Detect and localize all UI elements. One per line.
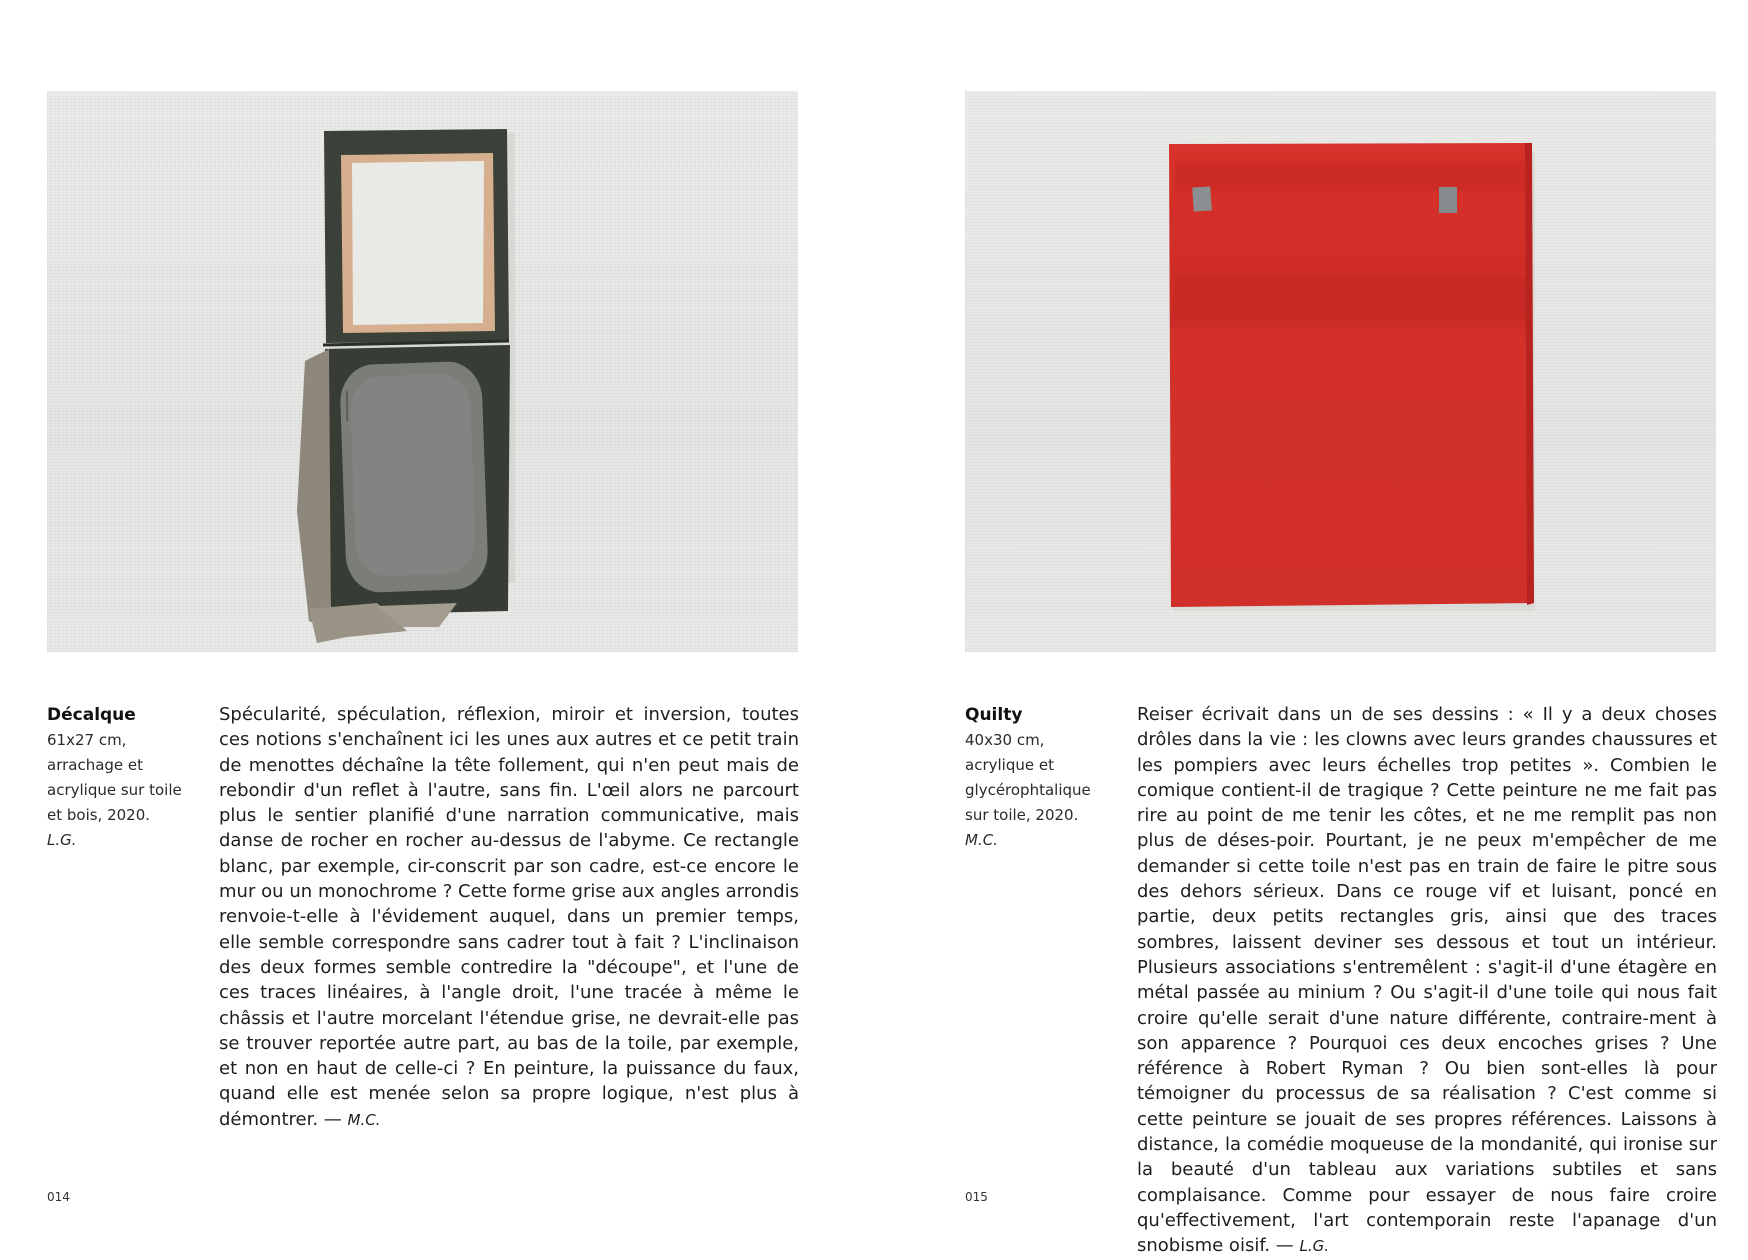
artwork-medium-line: acrylique et [965, 756, 1054, 774]
page-number: 015 [965, 1190, 988, 1204]
artwork-medium-line: et bois, 2020. [47, 806, 151, 824]
artwork-title: Quilty [965, 705, 1023, 725]
page-number: 014 [47, 1190, 70, 1204]
artwork-photo-quilty [965, 91, 1716, 652]
artwork-dimensions: 40x30 cm, [965, 731, 1045, 749]
artwork-caption-quilty [965, 702, 1125, 853]
artwork-dimensions: 61x27 cm, [47, 731, 127, 749]
quilty-artwork-illustration [965, 91, 1716, 652]
essay-paragraph: Reiser écrivait dans un de ses dessins : « Il y a deux choses drôles dans la vie : les clowns avec leurs grandes chaussures et les pompiers avec leurs échelles trop petites ». Combien le comique contient-il de tragique ? Cette peinture ne me fait pas rire au point de me tenir les côtes, et ne me remplit pas non plus de déses-poir. Pourtant, je ne peux m'empêcher de me demander si cette toile n'est pas en train de faire le pitre sous des dehors sérieux. Dans ce rouge vif et luisant, poncé en partie, deux petits rectangles gris, ainsi que des traces sombres, laissent deviner ses dessous et tout un intérieur. Plusieurs associations s'entremêlent : s'agit-il d'une étagère en métal passée au minium ? Ou s'agit-il d'une toile qui nous fait croire qu'elle serait d'une nature différente, contraire-ment à son apparence ? Pourquoi ces deux encoches grises ? Une référence à Robert Ryman ? Ou bien sont-elles là pour témoigner du processus de sa réalisation ? C'est comme si cette peinture se jouait de ses propres références. Laissons à distance, la comédie moqueuse de la mondanité, qui ironise sur la beauté d'un tableau aux variations subtiles et sans complaisance. Comme pour essayer de nous faire croire qu'effectivement, l'art contemporain reste l'apanage d'un snobisme oisif. — [1137, 704, 1717, 1257]
essay-paragraph: Spécularité, spéculation, réflexion, miroir et inversion, toutes ces notions s'enchaînent ici les unes aux autres et ce petit train de menottes déchaîne la tête follement, qui n'en peut mais de rebondir d'un reflet à l'autre, sans fin. L'œil alors ne parcourt plus le sentier planifié d'une narration communicative, mais danse de rocher en rocher au-dessus de l'abyme. Ce rectangle blanc, par exemple, cir-conscrit par son cadre, est-ce encore le mur ou un monochrome ? Cette forme grise aux angles arrondis renvoie-t-elle à l'évidement auquel, dans un premier temps, elle semble correspondre sans cadrer tout à fait ? L'inclinaison des deux formes semble contredire la "découpe", et l'une de ces traces linéaires, à l'angle droit, l'une tracée à même le châssis et l'autre morcelant l'étendue grise, ne devrait-elle pas se trouver reportée autre part, au bas de la toile, par exemple, et non en haut de celle-ci ? En peinture, la puissance du faux, quand elle est menée selon sa propre logique, n'est plus à démontrer. — [219, 704, 799, 1130]
artwork-medium-line: glycérophtalique [965, 781, 1091, 799]
decalque-artwork-illustration [47, 91, 798, 652]
author-initials: L.G. [47, 831, 77, 849]
essay-signature: L.G. [1299, 1237, 1330, 1256]
artwork-medium-line: acrylique sur toile [47, 781, 182, 799]
essay-signature: M.C. [347, 1110, 381, 1129]
artwork-medium-line: sur toile, 2020. [965, 806, 1079, 824]
essay-text-decalque [219, 702, 799, 1133]
artwork-caption-decalque [47, 702, 207, 853]
artwork-title: Décalque [47, 705, 136, 725]
artwork-medium-line: arrachage et [47, 756, 144, 774]
left-page [0, 0, 874, 1240]
essay-text-quilty [1137, 702, 1717, 1260]
right-page [874, 0, 1748, 1257]
artwork-photo-decalque [47, 91, 798, 652]
author-initials: M.C. [965, 831, 998, 849]
